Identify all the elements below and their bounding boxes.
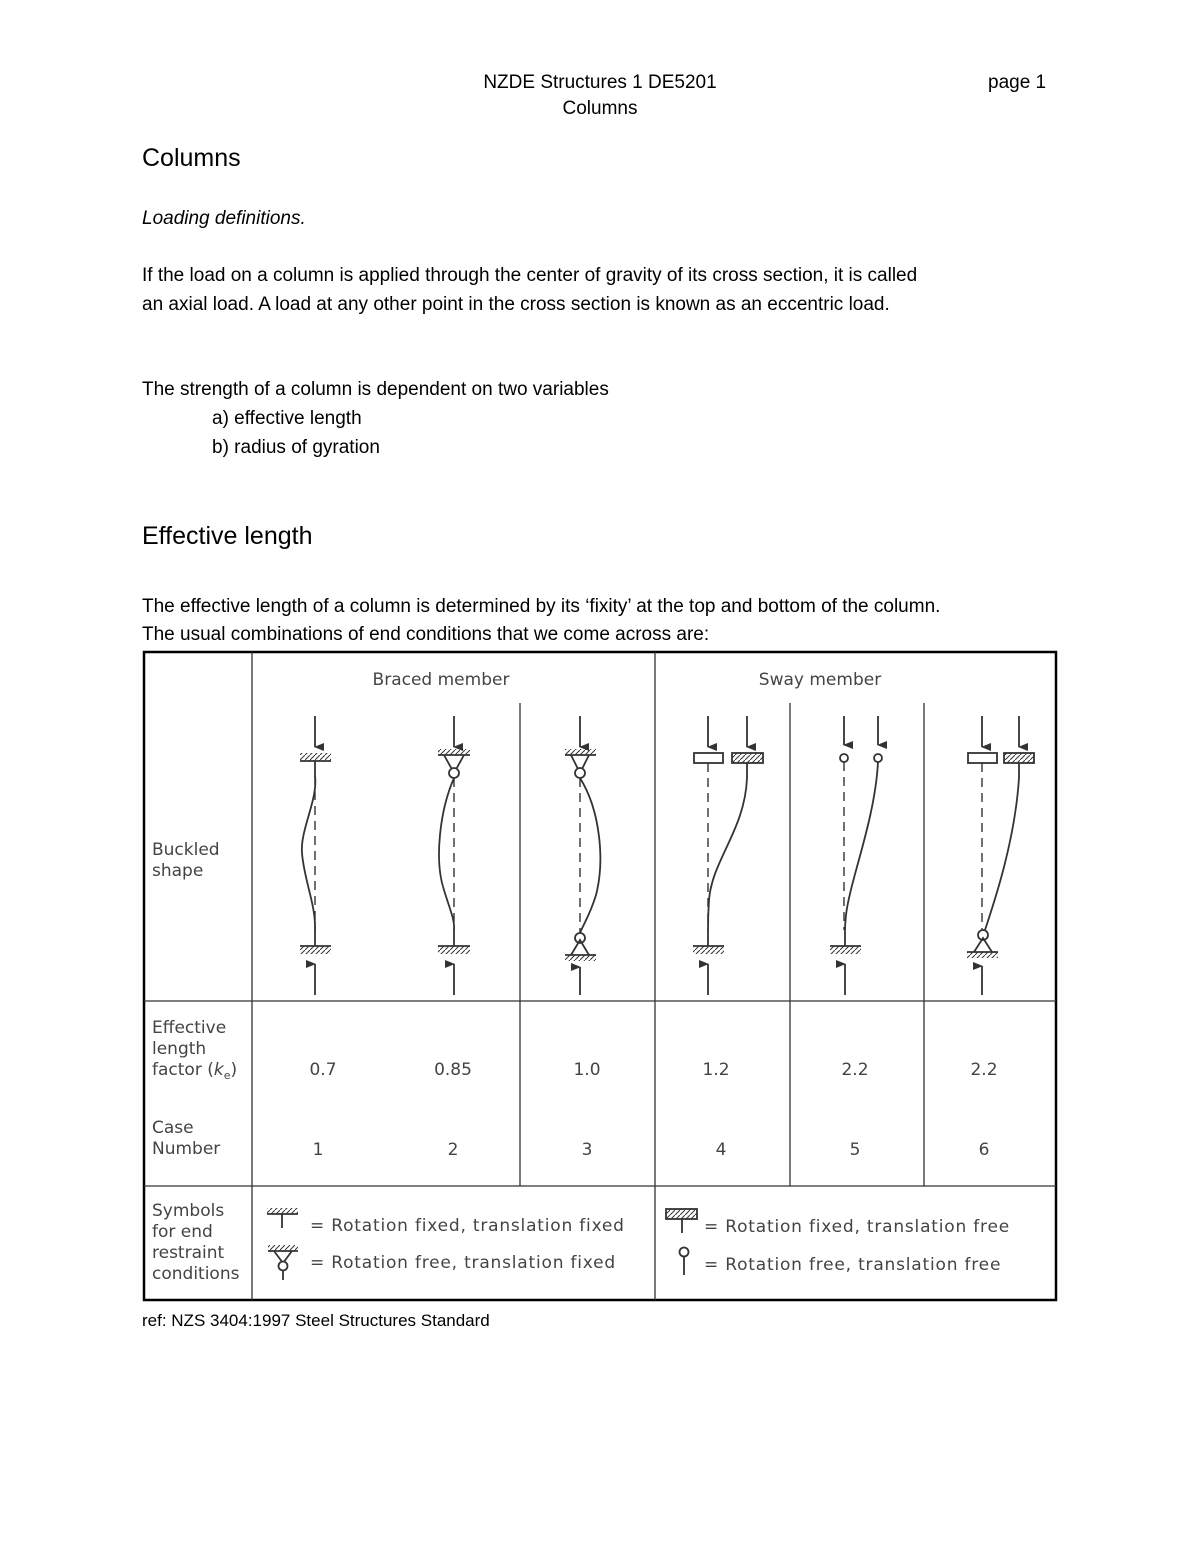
row-label-symbols: for end bbox=[152, 1222, 213, 1242]
paragraph-line: The effective length of a column is determined by its ‘fixity’ at the top and bottom of the column. bbox=[142, 596, 941, 617]
buckled-shape-case-6 bbox=[967, 716, 1034, 995]
symbol-text-free-fixed: = Rotation free, translation fixed bbox=[310, 1253, 616, 1273]
row-label-case: Number bbox=[152, 1139, 221, 1159]
case-number: 2 bbox=[447, 1140, 459, 1160]
symbol-fixed-free-icon bbox=[666, 1209, 697, 1233]
sway-member-label: Sway member bbox=[758, 670, 882, 690]
buckled-shape-case-2 bbox=[438, 716, 470, 995]
row-label-factor: factor $(k_e)$ bbox=[152, 1060, 238, 1082]
buckled-shape-case-1 bbox=[300, 716, 331, 995]
case-number: 1 bbox=[312, 1140, 324, 1160]
row-label-case: Case bbox=[152, 1118, 194, 1138]
factor-value: 2.2 bbox=[841, 1060, 869, 1080]
factor-value: 1.2 bbox=[702, 1060, 730, 1080]
row-label-buckled: shape bbox=[152, 861, 204, 881]
row-label-symbols: Symbols bbox=[152, 1201, 225, 1221]
symbol-fixed-fixed-icon bbox=[267, 1208, 298, 1228]
paragraph-line: If the load on a column is applied through the center of gravity of its cross section, it is called bbox=[142, 265, 918, 286]
symbol-text-free-free: = Rotation free, translation free bbox=[704, 1255, 1002, 1275]
braced-member-label: Braced member bbox=[372, 670, 510, 690]
symbol-free-free-icon bbox=[680, 1248, 689, 1276]
page-number: page 1 bbox=[988, 72, 1047, 93]
case-number: 5 bbox=[849, 1140, 861, 1160]
case-number: 3 bbox=[581, 1140, 593, 1160]
row-label-symbols: restraint bbox=[152, 1243, 225, 1263]
case-number: 6 bbox=[978, 1140, 990, 1160]
table-grid bbox=[144, 652, 1056, 1300]
row-label-factor: length bbox=[152, 1039, 207, 1059]
symbol-free-fixed-icon bbox=[268, 1245, 298, 1280]
section-heading-effective-length: Effective length bbox=[142, 522, 313, 550]
list-item: a) effective length bbox=[212, 408, 362, 429]
row-label-symbols: conditions bbox=[152, 1264, 240, 1284]
factor-value: 0.85 bbox=[434, 1060, 472, 1080]
paragraph-line: an axial load. A load at any other point in the cross section is known as an eccentric load. bbox=[142, 294, 890, 315]
buckled-shape-case-4 bbox=[693, 716, 763, 995]
buckled-shape-case-5 bbox=[830, 716, 882, 995]
document-header-subtitle: Columns bbox=[562, 98, 638, 119]
row-label-factor: Effective bbox=[152, 1018, 227, 1038]
factor-value: 2.2 bbox=[970, 1060, 998, 1080]
section-heading-columns: Columns bbox=[142, 144, 241, 172]
list-item: b) radius of gyration bbox=[212, 437, 380, 458]
document-header-title: NZDE Structures 1 DE5201 bbox=[483, 72, 717, 93]
factor-value: 1.0 bbox=[573, 1060, 601, 1080]
paragraph-line: The strength of a column is dependent on two variables bbox=[142, 379, 609, 400]
case-number: 4 bbox=[715, 1140, 727, 1160]
row-label-buckled: Buckled bbox=[152, 840, 220, 860]
symbol-text-fixed-free: = Rotation fixed, translation free bbox=[704, 1217, 1010, 1237]
loading-definitions-title: Loading definitions. bbox=[142, 208, 306, 229]
reference-note: ref: NZS 3404:1997 Steel Structures Standard bbox=[142, 1311, 490, 1330]
factor-value: 0.7 bbox=[309, 1060, 337, 1080]
buckled-shape-case-3 bbox=[565, 716, 600, 995]
paragraph-line: The usual combinations of end conditions that we come across are: bbox=[142, 624, 710, 645]
symbol-text-fixed-fixed: = Rotation fixed, translation fixed bbox=[310, 1216, 625, 1236]
